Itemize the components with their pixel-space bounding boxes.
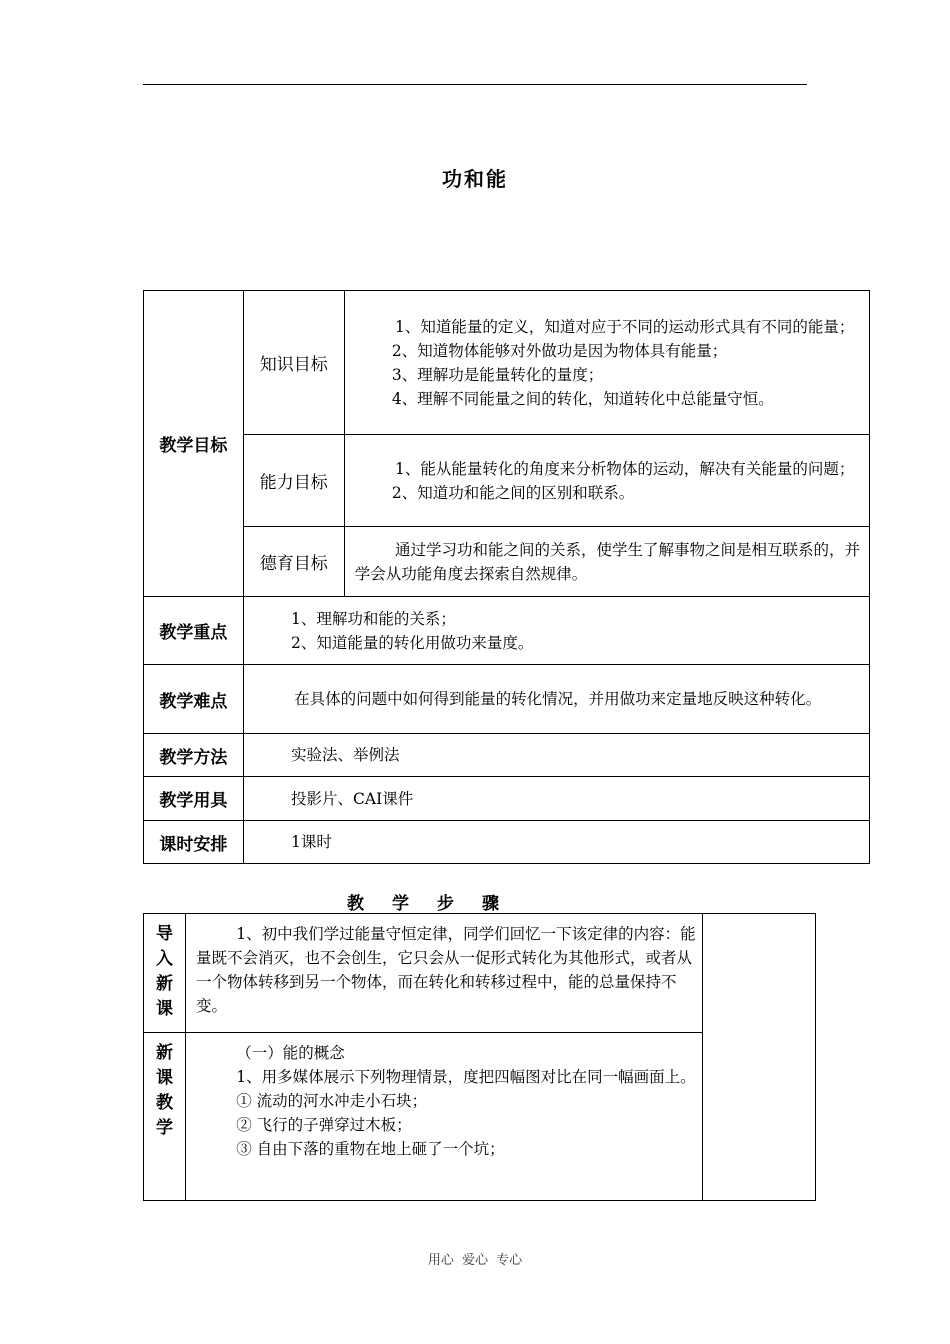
tools-label: 教学用具 [144, 777, 244, 821]
intro-content [185, 914, 702, 1033]
difficulties-content [243, 665, 869, 734]
page-footer: 用心 爱心 专心 [427, 1253, 523, 1268]
tools-content [243, 777, 869, 821]
moral-objective-label: 德育目标 [243, 527, 344, 597]
objectives-label: 教学目标 [144, 291, 244, 597]
new-lesson-label-char: 新 [155, 1043, 173, 1063]
steps-title-char: 骤 [482, 894, 499, 914]
scenario-item: ① 流动的河水冲走小石块； [236, 1092, 428, 1110]
key-point-item: 1、理解功和能的关系； [291, 609, 456, 628]
new-lesson-label-char: 教 [155, 1093, 173, 1113]
ability-objective-content [344, 435, 869, 527]
intro-text: 1、初中我们学过能量守恒定律，同学们回忆一下该定律的内容：能量既不会消灭，也不会创生，它只会从一促形式转化为其他形式，或者从一个物体转移到另一个物体，而在转化和转移过程中，能的总量保持不变。 [195, 925, 696, 1015]
difficulties-label: 教学难点 [144, 665, 244, 734]
schedule-text: 1课时 [291, 833, 332, 851]
knowledge-item: 4、理解不同能量之间的转化，知道转化中总能量守恒。 [391, 389, 774, 408]
knowledge-objective-label: 知识目标 [243, 291, 344, 435]
schedule-label: 课时安排 [144, 821, 244, 864]
methods-text: 实验法、举例法 [291, 746, 400, 764]
difficulties-text: 在具体的问题中如何得到能量的转化情况，并用做功来定量地反映这种转化。 [294, 690, 822, 708]
moral-objective-content [344, 527, 869, 597]
new-lesson-label [144, 1033, 186, 1201]
steps-title-char: 教 [347, 894, 364, 914]
scenario-item: ② 飞行的子弹穿过木板； [236, 1116, 412, 1134]
steps-title-char: 学 [392, 894, 409, 914]
tools-text: 投影片、CAI课件 [291, 789, 414, 808]
page-title: 功和能 [442, 167, 508, 191]
methods-content [243, 734, 869, 777]
ability-item: 2、知道功和能之间的区别和联系。 [391, 483, 635, 502]
knowledge-item: 2、知道物体能够对外做功是因为物体具有能量； [391, 341, 728, 360]
intro-label-char: 课 [155, 999, 173, 1019]
notes-column [703, 914, 816, 1201]
intro-label-char: 导 [155, 924, 173, 944]
intro-label-char: 新 [155, 974, 173, 994]
key-points-label: 教学重点 [144, 597, 244, 665]
steps-title-char: 步 [437, 894, 454, 914]
ability-objective-label: 能力目标 [243, 435, 344, 527]
teaching-steps-table [143, 913, 816, 1201]
key-points-content [243, 597, 869, 665]
moral-text: 通过学习功和能之间的关系，使学生了解事物之间是相互联系的，并学会从功能角度去探索自然规律。 [354, 540, 861, 583]
steps-title [143, 889, 703, 914]
schedule-content [243, 821, 869, 864]
ability-item: 1、能从能量转化的角度来分析物体的运动，解决有关能量的问题； [395, 459, 855, 478]
methods-label: 教学方法 [144, 734, 244, 777]
lesson-plan-table [143, 290, 870, 864]
new-lesson-content [185, 1033, 702, 1201]
intro-label [144, 914, 186, 1033]
header-rule [143, 84, 807, 85]
key-point-item: 2、知道能量的转化用做功来量度。 [291, 633, 534, 652]
knowledge-item: 3、理解功是能量转化的量度； [391, 365, 604, 384]
new-lesson-label-char: 学 [155, 1118, 173, 1138]
new-lesson-intro: 1、用多媒体展示下列物理情景，度把四幅图对比在同一幅画面上。 [236, 1068, 696, 1086]
knowledge-objective-content [344, 291, 869, 435]
new-lesson-heading: （一）能的概念 [236, 1044, 345, 1062]
intro-label-char: 入 [155, 949, 173, 969]
scenario-item: ③ 自由下落的重物在地上砸了一个坑； [236, 1140, 505, 1158]
knowledge-item: 1、知道能量的定义，知道对应于不同的运动形式具有不同的能量； [395, 317, 855, 336]
new-lesson-label-char: 课 [155, 1068, 173, 1088]
